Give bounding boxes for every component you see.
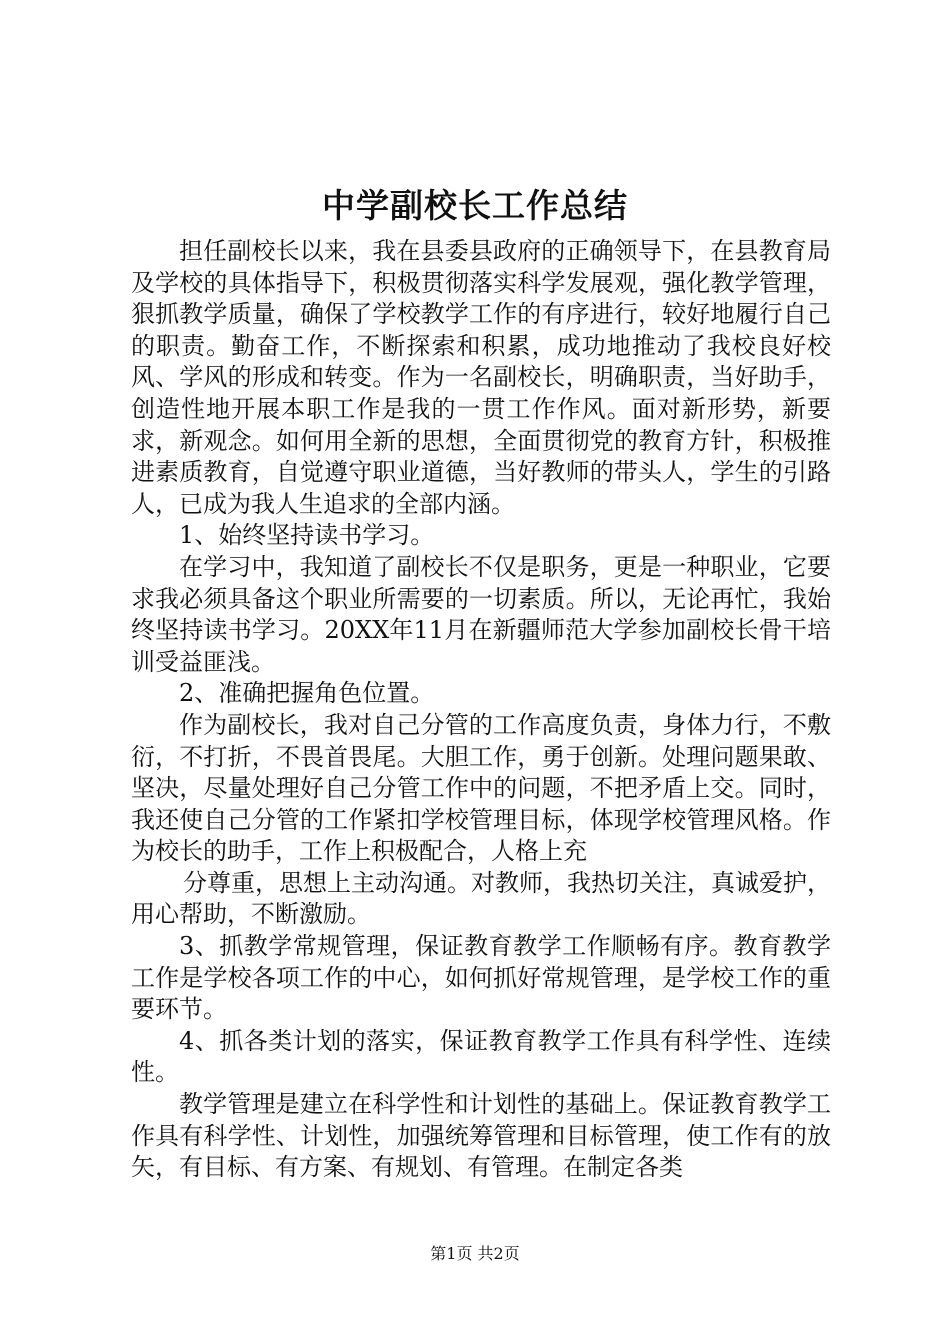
section-heading-1: 1、始终坚持读书学习。 <box>179 521 435 550</box>
section-heading-2: 2、准确把握角色位置。 <box>179 679 435 708</box>
document-title: 中学副校长工作总结 <box>322 186 628 225</box>
intro-paragraph: 担任副校长以来，我在县委县政府的正确领导下，在县教育局及学校的具体指导下，积极贯彻落实科学发展观，强化教学管理，狠抓教学质量，确保了学校教学工作的有序进行，较好地履行自己的职责。勤奋工作，不断探索和积累，成功地推动了我校良好校风、学风的形成和转变。作为一名副校长，明确职责，当好助手，创造性地开展本职工作是我的一贯工作作风。面对新形势，新要求，新观念。如何用全新的思想，全面贯彻党的教育方针，积极推进素质教育，自觉遵守职业道德，当好教师的带头人，学生的引路人，已成为我人生追求的全部内涵。 <box>131 237 831 518</box>
document-body <box>131 236 831 1184</box>
section-paragraph-2: 作为副校长，我对自己分管的工作高度负责，身体力行，不敷衍，不打折，不畏首畏尾。大胆工作，勇于创新。处理问题果敢、坚决，尽量处理好自己分管工作中的问题，不把矛盾上交。同时，我还使自己分管的工作紧扣学校管理目标，体现学校管理风格。作为校长的助手，工作上积极配合，人格上充 <box>131 710 831 866</box>
page-footer: 第1页 共2页 <box>430 1244 520 1263</box>
section-paragraph-1: 在学习中，我知道了副校长不仅是职务，更是一种职业，它要求我必须具备这个职业所需要的一切素质。所以，无论再忙，我始终坚持读书学习。20XX年11月在新疆师范大学参加副校长骨干培训受益匪浅。 <box>131 552 831 676</box>
section-paragraph-4: 4、抓各类计划的落实，保证教育教学工作具有科学性、连续性。 <box>131 1026 831 1087</box>
section-paragraph-5: 教学管理是建立在科学性和计划性的基础上。保证教育教学工作具有科学性、计划性，加强统筹管理和目标管理，使工作有的放矢，有目标、有方案、有规划、有管理。在制定各类 <box>131 1090 831 1182</box>
section-paragraph-2-continued: 分尊重，思想上主动沟通。对教师，我热切关注，真诚爱护，用心帮助，不断激励。 <box>131 868 831 929</box>
section-paragraph-3: 3、抓教学常规管理，保证教育教学工作顺畅有序。教育教学工作是学校各项工作的中心，如何抓好常规管理，是学校工作的重要环节。 <box>131 932 831 1024</box>
